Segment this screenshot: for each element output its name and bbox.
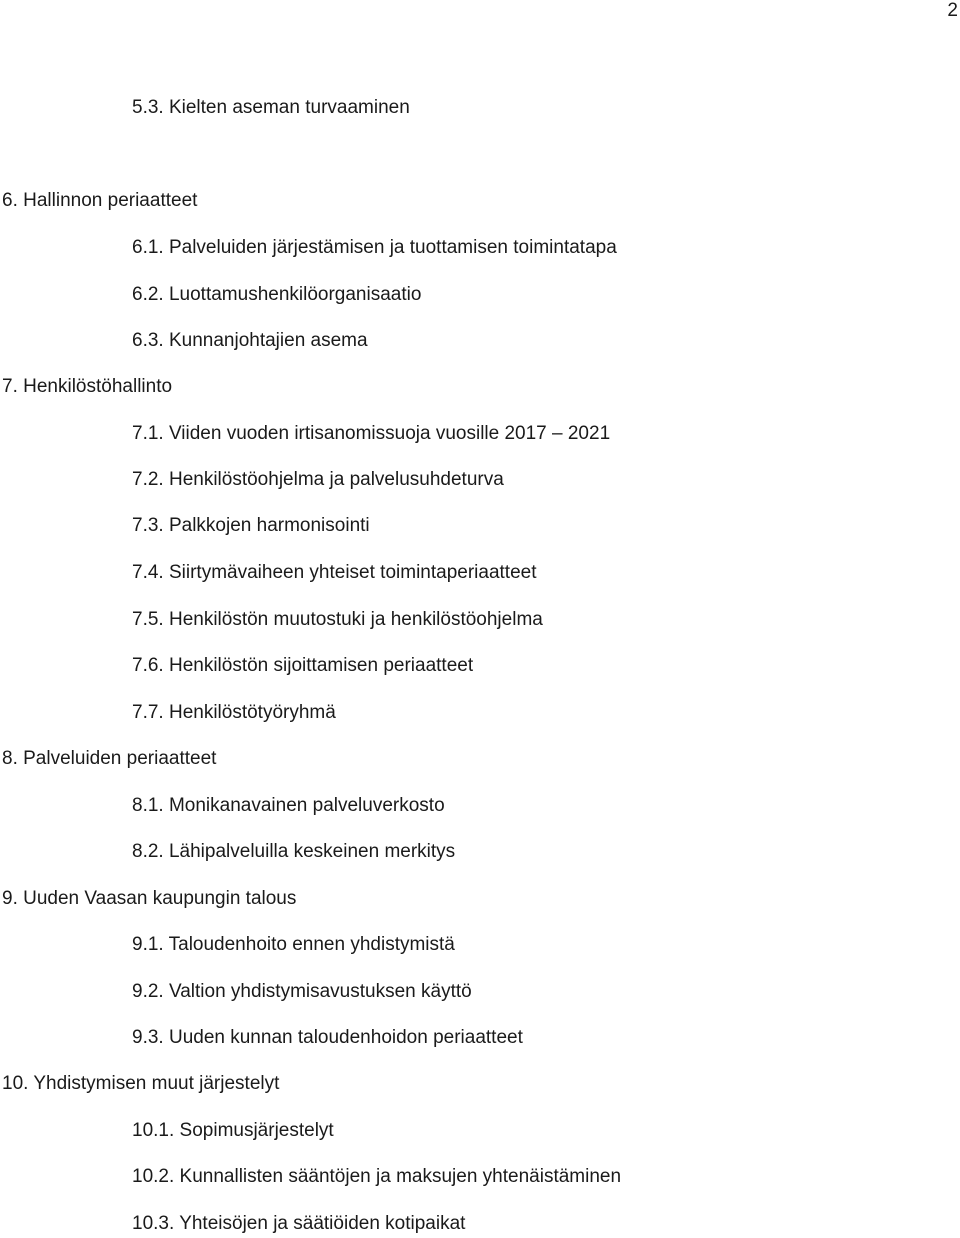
- toc-entry-7-3: 7.3. Palkkojen harmonisointi: [132, 515, 370, 536]
- toc-entry-7-5: 7.5. Henkilöstön muutostuki ja henkilöstöohjelma: [132, 609, 543, 630]
- toc-heading-10: 10. Yhdistymisen muut järjestelyt: [2, 1073, 280, 1094]
- toc-entry-9-1: 9.1. Taloudenhoito ennen yhdistymistä: [132, 934, 455, 955]
- toc-entry-10-3: 10.3. Yhteisöjen ja säätiöiden kotipaikat: [132, 1213, 466, 1234]
- toc-entry-7-4: 7.4. Siirtymävaiheen yhteiset toimintaperiaatteet: [132, 562, 537, 583]
- toc-heading-6: 6. Hallinnon periaatteet: [2, 190, 198, 211]
- toc-entry-10-2: 10.2. Kunnallisten sääntöjen ja maksujen yhtenäistäminen: [132, 1166, 622, 1187]
- toc-entry-7-7: 7.7. Henkilöstötyöryhmä: [132, 702, 336, 723]
- toc-entry-7-6: 7.6. Henkilöstön sijoittamisen periaatteet: [132, 655, 474, 676]
- toc-entry-7-1: 7.1. Viiden vuoden irtisanomissuoja vuosille 2017 – 2021: [132, 423, 611, 444]
- toc-heading-8: 8. Palveluiden periaatteet: [2, 748, 217, 769]
- toc-heading-9: 9. Uuden Vaasan kaupungin talous: [2, 888, 297, 909]
- toc-heading-7: 7. Henkilöstöhallinto: [2, 376, 173, 397]
- toc-entry-6-1: 6.1. Palveluiden järjestämisen ja tuottamisen toimintatapa: [132, 237, 617, 258]
- toc-entry-7-2: 7.2. Henkilöstöohjelma ja palvelusuhdeturva: [132, 469, 504, 490]
- toc-entry-8-2: 8.2. Lähipalveluilla keskeinen merkitys: [132, 841, 456, 862]
- toc-entry-9-2: 9.2. Valtion yhdistymisavustuksen käyttö: [132, 981, 472, 1002]
- toc-entry-6-3: 6.3. Kunnanjohtajien asema: [132, 330, 368, 351]
- toc-entry-6-2: 6.2. Luottamushenkilöorganisaatio: [132, 284, 422, 305]
- toc-entry-5-3: 5.3. Kielten aseman turvaaminen: [132, 97, 410, 118]
- toc-entry-10-1: 10.1. Sopimusjärjestelyt: [132, 1120, 334, 1141]
- page-number: 2: [947, 0, 958, 21]
- toc-entry-9-3: 9.3. Uuden kunnan taloudenhoidon periaatteet: [132, 1027, 523, 1048]
- toc-entry-8-1: 8.1. Monikanavainen palveluverkosto: [132, 795, 445, 816]
